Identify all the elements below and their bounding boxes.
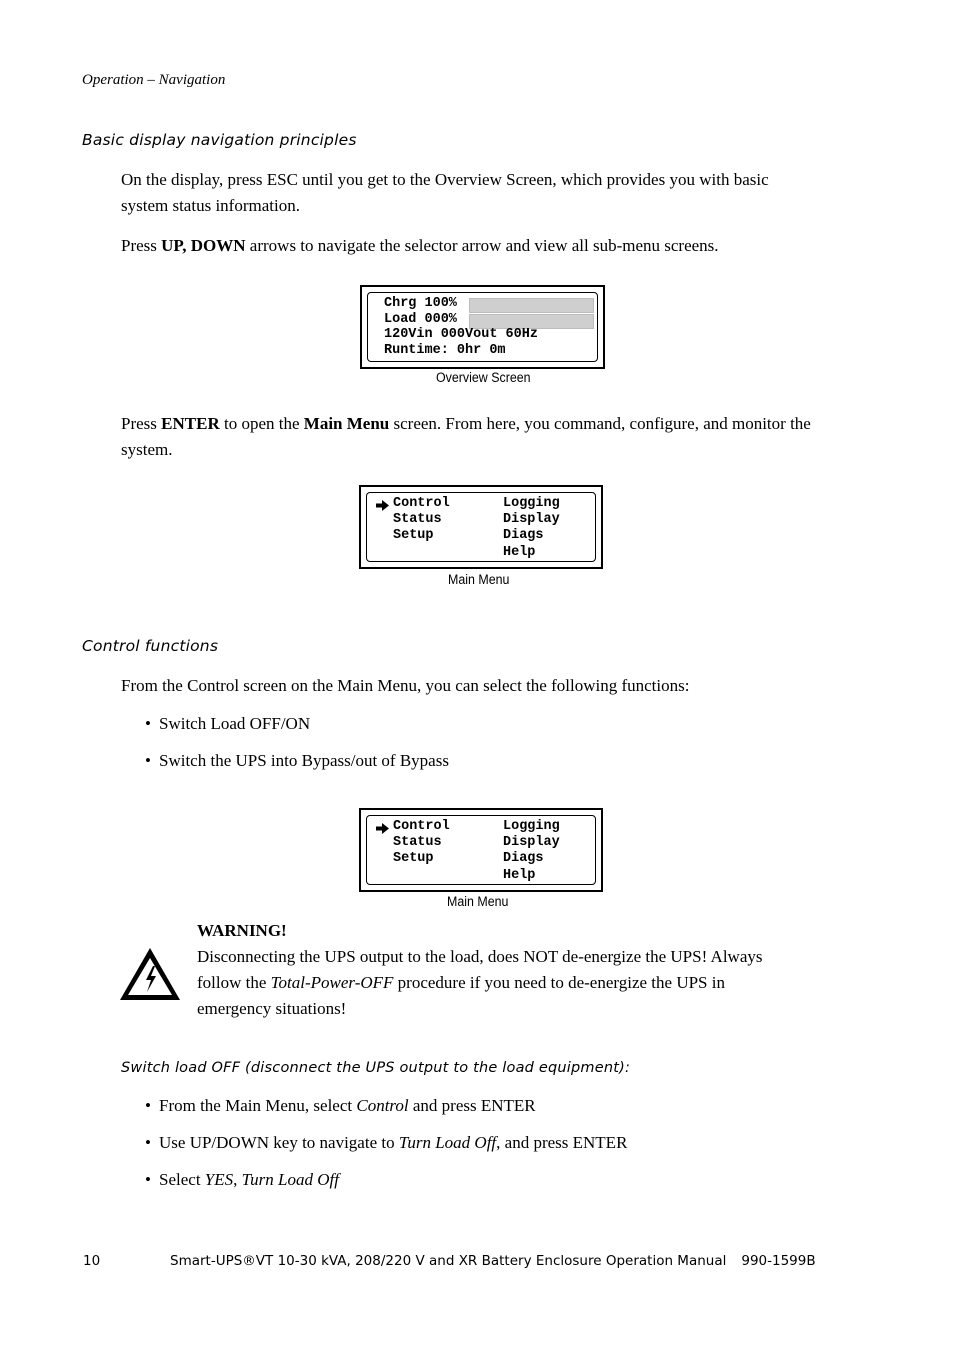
lcd-line-voltage: 120Vin 000Vout 60Hz — [384, 327, 538, 342]
running-header: Operation – Navigation — [82, 72, 226, 88]
procedure-heading-switch-load-off: Switch load OFF (disconnect the UPS output to the load equipment): — [121, 1060, 631, 1076]
warning-line: follow the Total-Power-OFF procedure if you need to de-energize the UPS in — [197, 973, 725, 992]
figure-caption-overview: Overview Screen — [436, 370, 531, 385]
paragraph-overview-intro — [121, 167, 769, 219]
warning-block — [197, 918, 762, 1022]
key-enter: ENTER — [161, 414, 220, 433]
menu-item-setup: Setup — [393, 851, 434, 866]
figure-caption-main-menu: Main Menu — [448, 572, 510, 587]
warning-line: emergency situations! — [197, 999, 347, 1018]
page-number: 10 — [83, 1253, 101, 1269]
paragraph-line: Press ENTER to open the Main Menu screen. From here, you command, configure, and monitor the — [121, 414, 811, 433]
paragraph-up-down: Press UP, DOWN arrows to navigate the selector arrow and view all sub-menu screens. — [121, 236, 719, 255]
main-menu-display — [359, 808, 603, 892]
electrical-hazard-warning-icon — [118, 946, 182, 1002]
menu-item-diags: Diags — [503, 528, 544, 543]
menu-item-status: Status — [393, 835, 442, 850]
list-item: • Select YES, Turn Load Off — [145, 1170, 339, 1189]
lcd-line-load: Load 000% — [384, 312, 457, 327]
warning-title: WARNING! — [197, 921, 287, 940]
list-item: • Use UP/DOWN key to navigate to Turn Load Off, and press ENTER — [145, 1133, 628, 1152]
paragraph-control-intro: From the Control screen on the Main Menu, you can select the following functions: — [121, 676, 690, 695]
menu-item-control: Control — [393, 496, 450, 511]
menu-item-logging: Logging — [503, 496, 560, 511]
paragraph-line: On the display, press ESC until you get to the Overview Screen, which provides you with basic — [121, 170, 769, 189]
lcd-line-charge: Chrg 100% — [384, 296, 457, 311]
bullet-icon: • — [145, 1170, 151, 1189]
paragraph-enter-main-menu — [121, 411, 811, 463]
bullet-icon: • — [145, 1133, 151, 1152]
figure-caption-main-menu: Main Menu — [447, 894, 509, 909]
list-item: • Switch Load OFF/ON — [145, 714, 311, 733]
bullet-icon: • — [145, 751, 151, 770]
document-number: 990-1599B — [741, 1253, 816, 1269]
lcd-line-runtime: Runtime: 0hr 0m — [384, 343, 506, 358]
menu-item-control: Control — [393, 819, 450, 834]
paragraph-line: system status information. — [121, 196, 300, 215]
list-item: • From the Main Menu, select Control and press ENTER — [145, 1096, 536, 1115]
menu-item-setup: Setup — [393, 528, 434, 543]
bullet-icon: • — [145, 714, 151, 733]
charge-bar — [469, 298, 594, 313]
menu-item-display: Display — [503, 835, 560, 850]
selector-arrow-icon — [376, 500, 389, 511]
overview-screen-display — [360, 285, 605, 369]
menu-item-help: Help — [503, 545, 536, 560]
list-item: • Switch the UPS into Bypass/out of Bypass — [145, 751, 449, 770]
menu-item-help: Help — [503, 868, 536, 883]
menu-item-status: Status — [393, 512, 442, 527]
key-up-down: UP, DOWN — [161, 236, 246, 255]
menu-item-logging: Logging — [503, 819, 560, 834]
bullet-icon: • — [145, 1096, 151, 1115]
footer-manual-title: Smart-UPS®VT 10-30 kVA, 208/220 V and XR Battery Enclosure Operation Manual 990-1599B — [170, 1253, 816, 1269]
section-heading-control-functions: Control functions — [82, 637, 219, 655]
main-menu-display — [359, 485, 603, 569]
menu-item-diags: Diags — [503, 851, 544, 866]
paragraph-line: system. — [121, 440, 173, 459]
menu-item-display: Display — [503, 512, 560, 527]
warning-line: Disconnecting the UPS output to the load, does NOT de-energize the UPS! Always — [197, 947, 763, 966]
section-heading-basic-navigation: Basic display navigation principles — [82, 131, 357, 149]
selector-arrow-icon — [376, 823, 389, 834]
main-menu-term: Main Menu — [303, 414, 390, 433]
